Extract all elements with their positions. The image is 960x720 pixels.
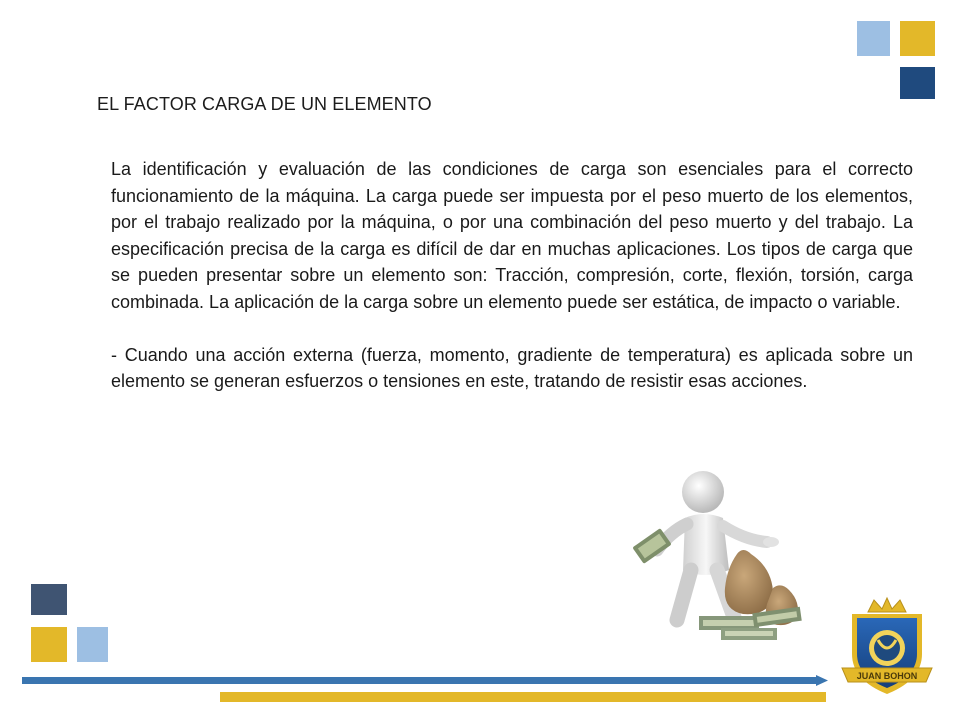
- bottom-bar-blue: [22, 677, 818, 684]
- decor-square-light-blue-bottom: [77, 627, 108, 662]
- decor-square-gold-top: [900, 21, 935, 56]
- logo-text: JUAN BOHON: [856, 671, 918, 681]
- paragraph-2: - Cuando una acción externa (fuerza, momento, gradiente de temperatura) es aplicada sobre un elemento se generan esfuerzos o tensiones en este, tratando de resistir esas acciones.: [111, 344, 913, 392]
- decor-square-gold-bottom: [31, 627, 67, 662]
- paragraph-1: La identificación y evaluación de las condiciones de carga son esenciales para el correcto funcionamiento de la máquina. La carga puede ser impuesta por el peso muerto de los elementos, por el trabajo realizado por la máquina, o por una combinación del peso muerto y del trabajo. La especificación precisa de la carga es difícil de dar en muchas aplicaciones. Los tipos de carga que se pueden presentar sobre un elemento son: Tracción, compresión, corte, flexión, torsión, carga combinada. La aplicación de la carga sobre un elemento puede ser estática, de impacto o variable.: [111, 159, 913, 312]
- slide-title: EL FACTOR CARGA DE UN ELEMENTO: [97, 94, 432, 114]
- decor-square-slate-bottom: [31, 584, 67, 615]
- person-with-money-bags-icon: [625, 470, 835, 650]
- bar-arrow-icon: [816, 675, 828, 686]
- bottom-bar-gold: [220, 692, 826, 702]
- juan-bohon-logo: [838, 596, 936, 700]
- decor-square-navy-top: [900, 67, 935, 99]
- decor-square-light-blue-top: [857, 21, 890, 56]
- slide-body: [111, 156, 913, 421]
